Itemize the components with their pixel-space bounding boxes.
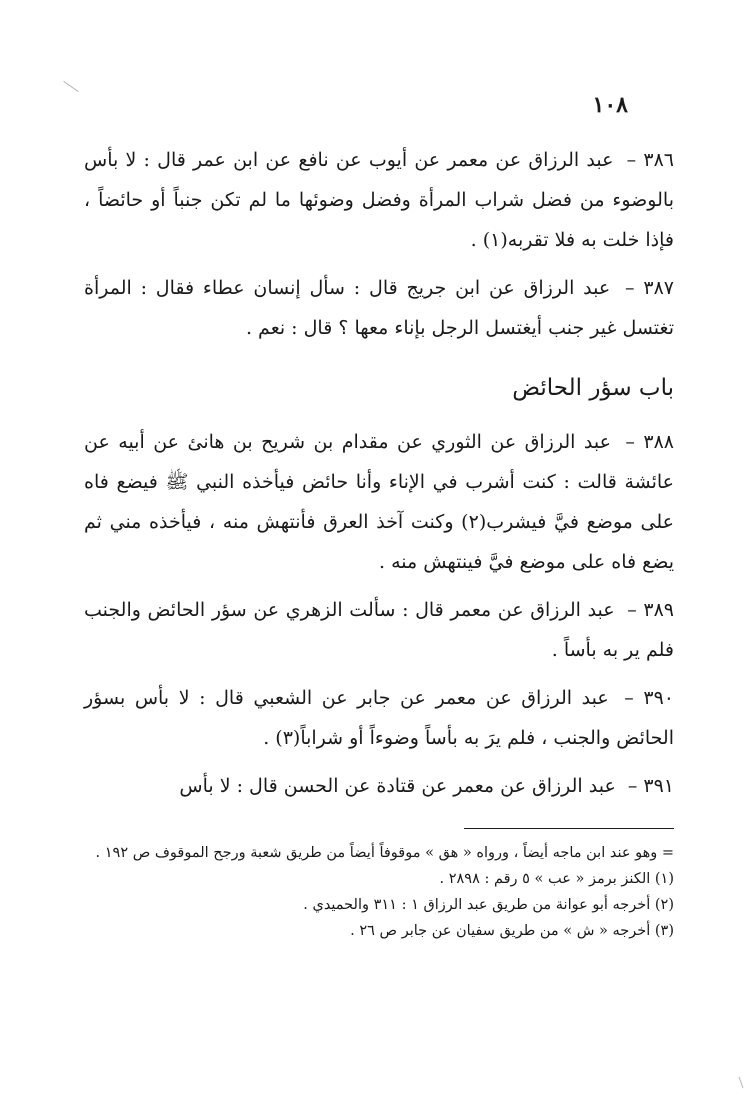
hadith-paragraph [84, 422, 674, 582]
main-text [84, 140, 674, 814]
chapter-heading: باب سؤر الحائض [512, 375, 674, 401]
scan-mark [738, 1077, 743, 1089]
footnote-divider [464, 828, 674, 829]
hadith-paragraph [84, 678, 674, 758]
hadith-number: ٣٩٠ – [624, 687, 675, 709]
hadith-number: ٣٩١ – [627, 775, 674, 797]
hadith-number: ٣٨٨ – [625, 431, 674, 453]
hadith-paragraph [84, 590, 674, 670]
footnotes [74, 840, 674, 944]
footnote-item: (٣) أخرجه « ش » من طريق سفيان عن جابر ص ٢٦ . [350, 923, 674, 939]
hadith-text: عبد الرزاق عن الثوري عن مقدام بن شريح بن هانئ عن أبيه عن عائشة قالت : كنت أشرب في الإناء وأنا حائض فيأخذه النبي ﷺ فيضع فاه على موضع فيَّ فيشرب(٢) وكنت آخذ العرق فأنتهش منه ، فيأخذه مني ثم يضع فاه على موضع فيَّ فينتهش منه . [84, 431, 674, 573]
footnote-item: (١) الكنز برمز « عب » ٥ رقم : ٢٨٩٨ . [439, 871, 674, 887]
hadith-paragraph [84, 140, 674, 260]
scan-mark [63, 81, 78, 92]
hadith-number: ٣٨٩ – [627, 599, 674, 621]
hadith-text: عبد الرزاق عن معمر عن أيوب عن نافع عن ابن عمر قال : لا بأس بالوضوء من فضل شراب المرأة وفضل وضوئها ما لم تكن جنباً أو حائضاً ، فإذا خلت به فلا تقربه(١) . [84, 149, 674, 251]
hadith-text: عبد الرزاق عن ابن جريج قال : سأل إنسان عطاء فقال : المرأة تغتسل غير جنب أيغتسل الرجل بإناء معها ؟ قال : نعم . [84, 277, 674, 339]
footnote-item: (٢) أخرجه أبو عوانة من طريق عبد الرزاق ١ : ٣١١ والحميدي . [303, 897, 674, 913]
hadith-text: عبد الرزاق عن معمر قال : سألت الزهري عن سؤر الحائض والجنب فلم ير به بأساً . [84, 599, 674, 661]
hadith-number: ٣٨٧ – [625, 277, 674, 299]
hadith-paragraph [84, 766, 674, 806]
hadith-text: عبد الرزاق عن معمر عن جابر عن الشعبي قال : لا بأس بسؤر الحائض والجنب ، فلم يرَ به بأساً وضوءاً أو شراباً(٣) . [84, 687, 674, 749]
hadith-text: عبد الرزاق عن معمر عن قتادة عن الحسن قال : لا بأس [179, 775, 616, 797]
footnote-continuation: = وهو عند ابن ماجه أيضاً ، ورواه « هق » موقوفاً أيضاً من طريق شعبة ورجح الموقوف ص ١٩٢ . [95, 845, 674, 861]
page-number: ١٠٨ [592, 92, 628, 118]
hadith-paragraph [84, 268, 674, 348]
hadith-number: ٣٨٦ – [626, 149, 674, 171]
